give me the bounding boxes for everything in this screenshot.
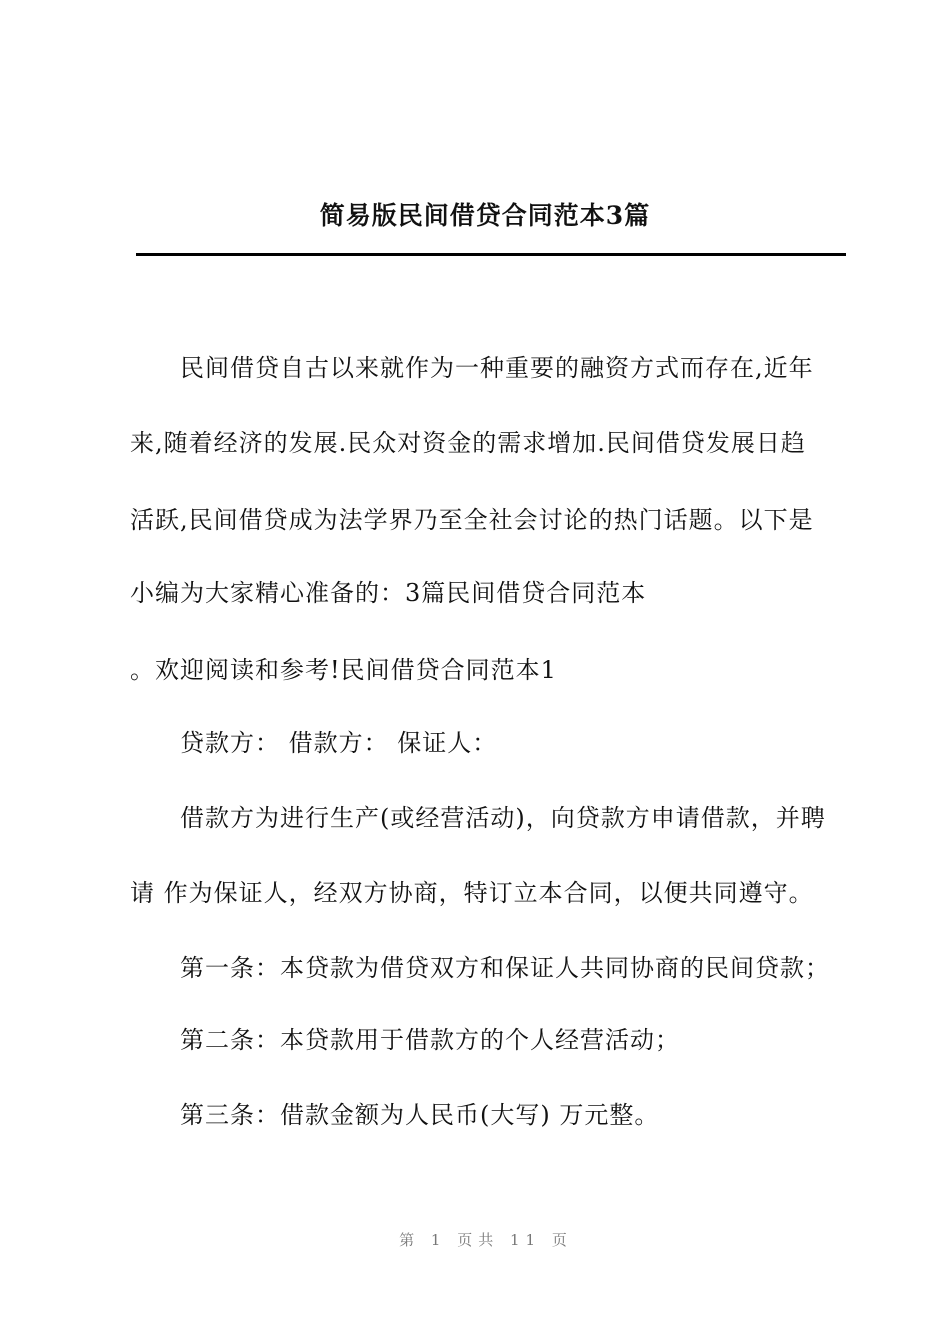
- body-line: 第三条：借款金额为人民币(大写) 万元整。: [180, 1101, 660, 1129]
- body-line: 民间借贷自古以来就作为一种重要的融资方式而存在,近年: [180, 354, 814, 382]
- body-line: 借款方为进行生产(或经营活动)，向贷款方申请借款，并聘: [180, 804, 826, 832]
- document-title: 简易版民间借贷合同范本3篇: [319, 201, 651, 230]
- body-line: 第二条：本贷款用于借款方的个人经营活动；: [180, 1026, 680, 1054]
- body-line: 。欢迎阅读和参考!民间借贷合同范本1: [130, 656, 557, 684]
- body-line: 第一条：本贷款为借贷双方和保证人共同协商的民间贷款；: [180, 954, 830, 982]
- body-line: 活跃,民间借贷成为法学界乃至全社会讨论的热门话题。以下是: [130, 506, 814, 534]
- title-underline: [136, 253, 846, 256]
- page-number-footer: 第 1 页共 11 页: [399, 1231, 573, 1249]
- body-line: 贷款方： 借款方： 保证人：: [180, 729, 498, 757]
- body-line: 请 作为保证人，经双方协商，特订立本合同，以便共同遵守。: [130, 879, 814, 907]
- body-line: 来,随着经济的发展.民众对资金的需求增加.民间借贷发展日趋: [130, 429, 806, 457]
- body-line: 小编为大家精心准备的：3篇民间借贷合同范本: [130, 579, 647, 607]
